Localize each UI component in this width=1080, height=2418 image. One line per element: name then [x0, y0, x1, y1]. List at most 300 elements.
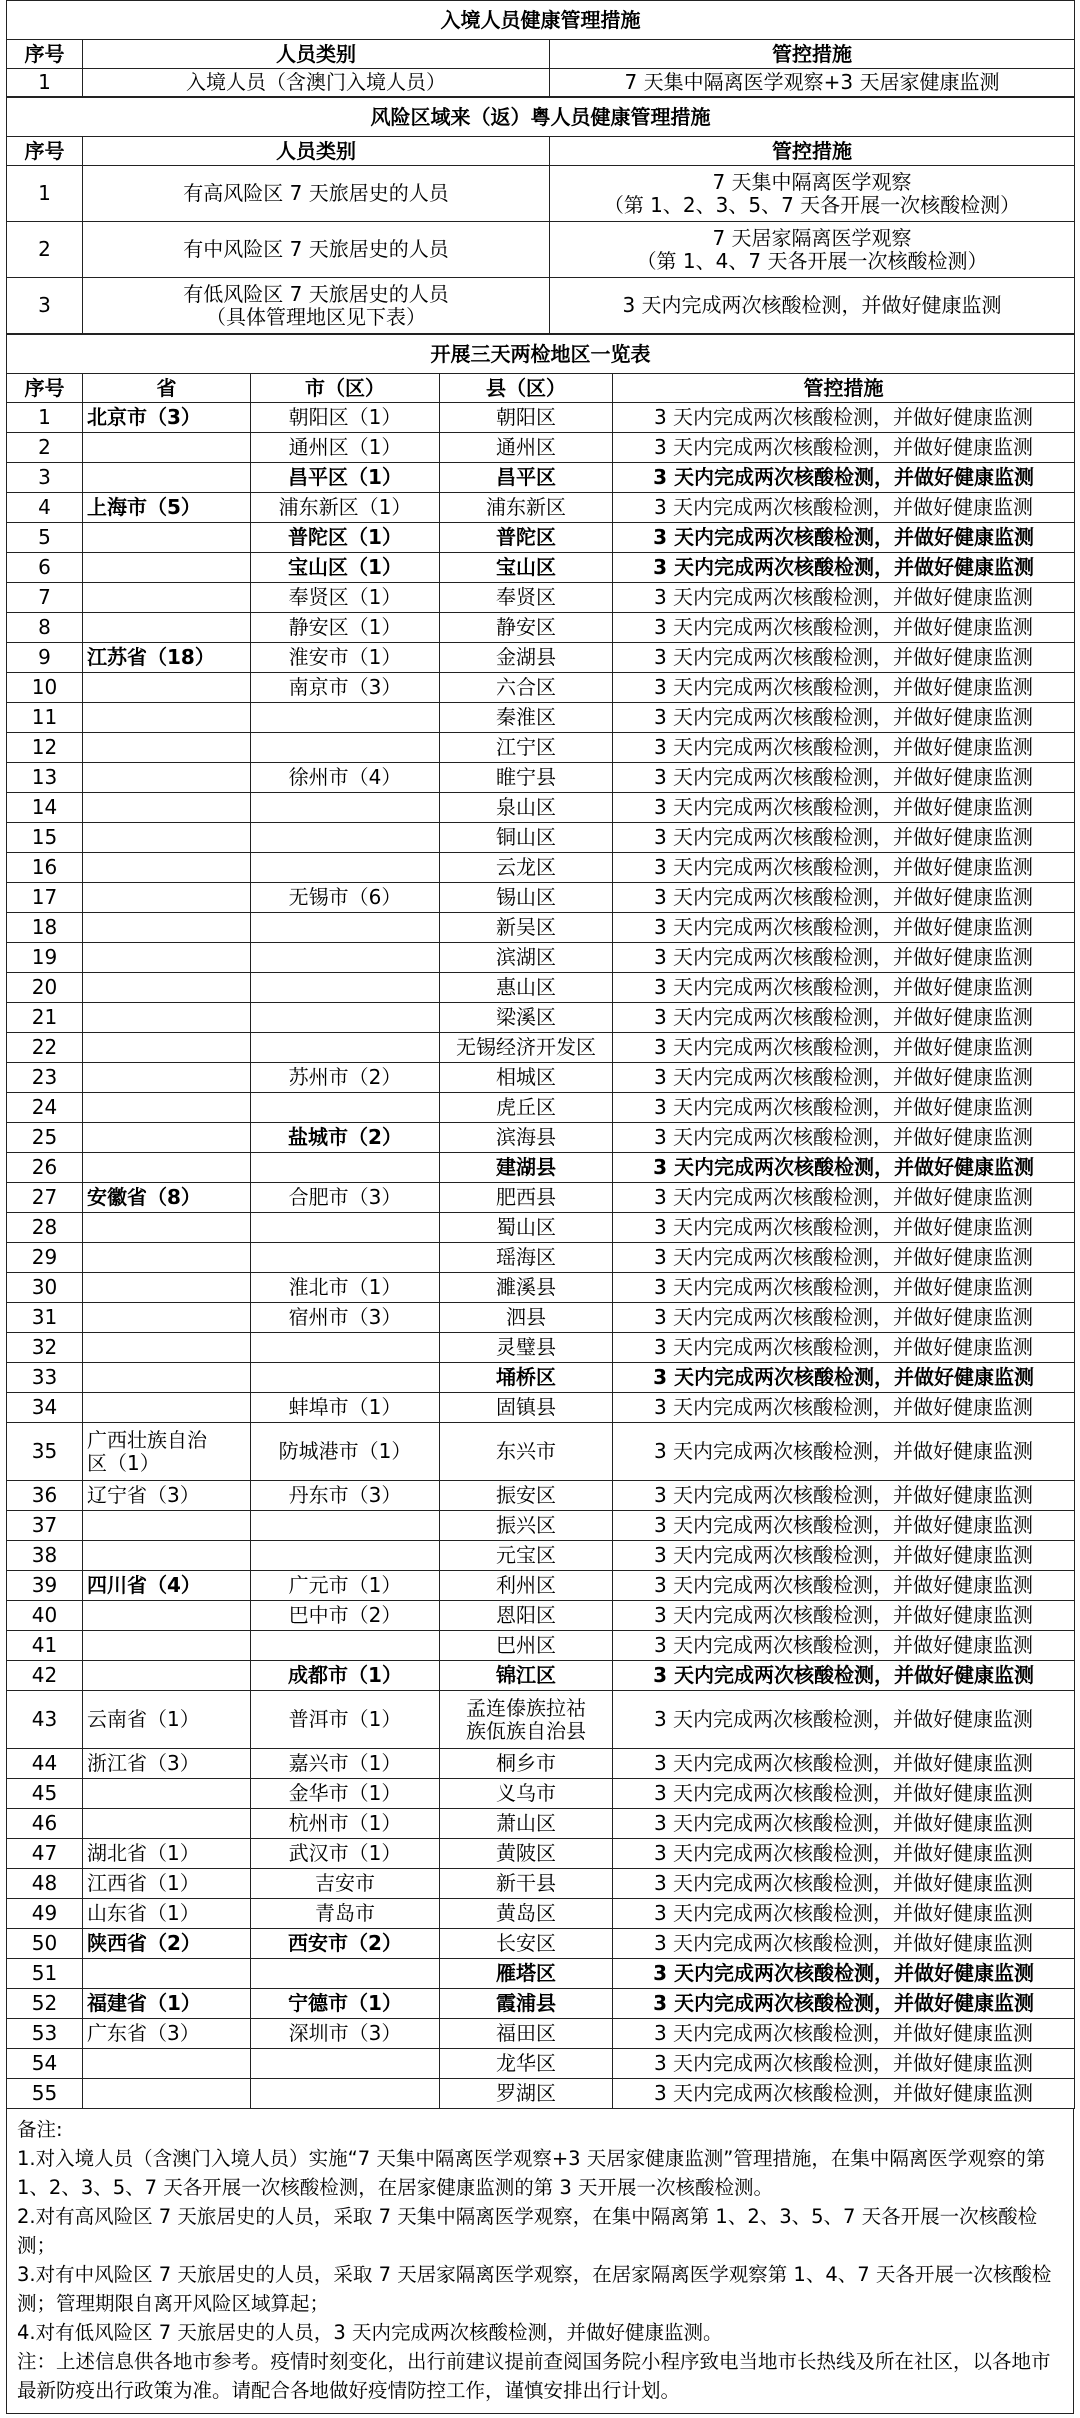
note-item: 3.对有中风险区 7 天旅居史的人员，采取 7 天居家隔离医学观察，在居家隔离医学观察第 1、4、7 天各开展一次核酸检测；管理期限自离开风险区域算起；	[17, 2263, 1052, 2315]
row-county: 萧山区	[440, 1809, 613, 1839]
row-measure: 3 天内完成两次核酸检测，并做好健康监测	[613, 1243, 1075, 1273]
row-no: 11	[7, 703, 83, 733]
row-city	[251, 973, 440, 1003]
row-province: 江西省（1）	[83, 1869, 251, 1899]
row-county: 长安区	[440, 1929, 613, 1959]
row-county: 虎丘区	[440, 1093, 613, 1123]
table-row	[7, 2049, 1075, 2079]
table-row	[7, 1989, 1075, 2019]
row-no: 9	[7, 643, 83, 673]
table-row	[7, 583, 1075, 613]
row-no: 42	[7, 1661, 83, 1691]
row-county: 浦东新区	[440, 493, 613, 523]
table-row	[7, 2079, 1075, 2109]
row-measure: 3 天内完成两次核酸检测，并做好健康监测	[613, 493, 1075, 523]
row-county: 锡山区	[440, 883, 613, 913]
row-no: 2	[7, 433, 83, 463]
row-no: 29	[7, 1243, 83, 1273]
row-measure: 3 天内完成两次核酸检测，并做好健康监测	[613, 1423, 1075, 1481]
row-measure: 3 天内完成两次核酸检测，并做好健康监测	[613, 1809, 1075, 1839]
note-item: 2.对有高风险区 7 天旅居史的人员，采取 7 天集中隔离医学观察，在集中隔离第 1、2、3、5、7 天各开展一次核酸检测；	[17, 2205, 1038, 2257]
row-no: 5	[7, 523, 83, 553]
row-measure: 3 天内完成两次核酸检测，并做好健康监测	[613, 1273, 1075, 1303]
row-no: 2	[7, 222, 83, 278]
row-category: 有高风险区 7 天旅居史的人员	[83, 166, 550, 222]
row-measure: 3 天内完成两次核酸检测，并做好健康监测	[613, 823, 1075, 853]
table-row	[7, 1183, 1075, 1213]
row-province	[83, 793, 251, 823]
row-measure: 3 天内完成两次核酸检测，并做好健康监测	[613, 673, 1075, 703]
row-measure: 3 天内完成两次核酸检测，并做好健康监测	[613, 1511, 1075, 1541]
row-county: 福田区	[440, 2019, 613, 2049]
row-measure: 3 天内完成两次核酸检测，并做好健康监测	[613, 1839, 1075, 1869]
row-measure: 3 天内完成两次核酸检测，并做好健康监测	[613, 703, 1075, 733]
row-county: 普陀区	[440, 523, 613, 553]
row-city: 吉安市	[251, 1869, 440, 1899]
row-province	[83, 613, 251, 643]
row-city	[251, 1153, 440, 1183]
row-county: 锦江区	[440, 1661, 613, 1691]
row-measure: 3 天内完成两次核酸检测，并做好健康监测	[613, 1303, 1075, 1333]
row-county: 通州区	[440, 433, 613, 463]
row-no: 43	[7, 1691, 83, 1749]
table-row	[7, 1303, 1075, 1333]
header-measure: 管控措施	[550, 137, 1075, 166]
table-row	[7, 973, 1075, 1003]
row-province: 江苏省（18）	[83, 643, 251, 673]
row-county: 蜀山区	[440, 1213, 613, 1243]
table-row	[7, 1033, 1075, 1063]
row-city	[251, 2049, 440, 2079]
row-measure: 7 天集中隔离医学观察 （第 1、2、3、5、7 天各开展一次核酸检测）	[550, 166, 1075, 222]
row-county: 瑶海区	[440, 1243, 613, 1273]
table-row	[7, 613, 1075, 643]
row-no: 3	[7, 278, 83, 334]
row-county: 六合区	[440, 673, 613, 703]
row-county: 昌平区	[440, 463, 613, 493]
row-province: 辽宁省（3）	[83, 1481, 251, 1511]
entry-measures-title: 入境人员健康管理措施	[7, 1, 1075, 40]
row-province	[83, 463, 251, 493]
row-no: 41	[7, 1631, 83, 1661]
row-city: 金华市（1）	[251, 1779, 440, 1809]
header-no: 序号	[7, 40, 83, 69]
row-city	[251, 1541, 440, 1571]
row-measure: 3 天内完成两次核酸检测，并做好健康监测	[613, 763, 1075, 793]
row-city: 杭州市（1）	[251, 1809, 440, 1839]
row-province	[83, 553, 251, 583]
row-measure: 3 天内完成两次核酸检测，并做好健康监测	[613, 553, 1075, 583]
row-province	[83, 1153, 251, 1183]
row-measure: 3 天内完成两次核酸检测，并做好健康监测	[613, 1779, 1075, 1809]
row-county: 桐乡市	[440, 1749, 613, 1779]
row-city: 昌平区（1）	[251, 463, 440, 493]
header-category: 人员类别	[83, 40, 550, 69]
table-row	[7, 1571, 1075, 1601]
table-row	[7, 1749, 1075, 1779]
row-county: 无锡经济开发区	[440, 1033, 613, 1063]
table-row	[7, 1003, 1075, 1033]
row-measure: 3 天内完成两次核酸检测，并做好健康监测	[613, 943, 1075, 973]
row-province	[83, 733, 251, 763]
row-no: 1	[7, 166, 83, 222]
header-category: 人员类别	[83, 137, 550, 166]
row-county: 睢宁县	[440, 763, 613, 793]
table-row	[7, 553, 1075, 583]
row-measure: 3 天内完成两次核酸检测，并做好健康监测	[613, 1631, 1075, 1661]
row-no: 52	[7, 1989, 83, 2019]
row-county: 巴州区	[440, 1631, 613, 1661]
header-county: 县（区）	[440, 374, 613, 403]
row-county: 霞浦县	[440, 1989, 613, 2019]
table-row	[7, 1273, 1075, 1303]
row-county: 振兴区	[440, 1511, 613, 1541]
row-city	[251, 1033, 440, 1063]
row-no: 47	[7, 1839, 83, 1869]
row-no: 50	[7, 1929, 83, 1959]
row-city: 深圳市（3）	[251, 2019, 440, 2049]
row-measure: 7 天居家隔离医学观察 （第 1、4、7 天各开展一次核酸检测）	[550, 222, 1075, 278]
table-row	[7, 1243, 1075, 1273]
row-province	[83, 913, 251, 943]
row-no: 27	[7, 1183, 83, 1213]
row-county: 濉溪县	[440, 1273, 613, 1303]
row-no: 19	[7, 943, 83, 973]
row-county: 铜山区	[440, 823, 613, 853]
row-city	[251, 1213, 440, 1243]
row-county: 埇桥区	[440, 1363, 613, 1393]
table-row	[7, 1869, 1075, 1899]
row-county: 肥西县	[440, 1183, 613, 1213]
row-no: 4	[7, 493, 83, 523]
row-province	[83, 943, 251, 973]
table-row	[7, 1213, 1075, 1243]
row-province	[83, 1243, 251, 1273]
row-no: 8	[7, 613, 83, 643]
row-measure: 3 天内完成两次核酸检测，并做好健康监测	[613, 1481, 1075, 1511]
row-no: 38	[7, 1541, 83, 1571]
row-province	[83, 1333, 251, 1363]
row-province: 安徽省（8）	[83, 1183, 251, 1213]
row-province	[83, 1303, 251, 1333]
table-row	[7, 1153, 1075, 1183]
row-city: 合肥市（3）	[251, 1183, 440, 1213]
row-measure: 3 天内完成两次核酸检测，并做好健康监测	[613, 1929, 1075, 1959]
row-no: 40	[7, 1601, 83, 1631]
row-measure: 3 天内完成两次核酸检测，并做好健康监测	[613, 523, 1075, 553]
row-city: 青岛市	[251, 1899, 440, 1929]
table-row	[7, 733, 1075, 763]
table-row	[7, 823, 1075, 853]
row-city: 普洱市（1）	[251, 1691, 440, 1749]
table-row	[7, 1063, 1075, 1093]
row-measure: 3 天内完成两次核酸检测，并做好健康监测	[613, 793, 1075, 823]
row-county: 朝阳区	[440, 403, 613, 433]
row-county: 恩阳区	[440, 1601, 613, 1631]
row-county: 泗县	[440, 1303, 613, 1333]
row-no: 55	[7, 2079, 83, 2109]
row-city	[251, 793, 440, 823]
row-province	[83, 1511, 251, 1541]
row-county: 元宝区	[440, 1541, 613, 1571]
row-measure: 3 天内完成两次核酸检测，并做好健康监测	[613, 1393, 1075, 1423]
row-no: 39	[7, 1571, 83, 1601]
row-province	[83, 973, 251, 1003]
row-province	[83, 1363, 251, 1393]
header-measure: 管控措施	[550, 40, 1075, 69]
row-measure: 3 天内完成两次核酸检测，并做好健康监测	[613, 1333, 1075, 1363]
table-row	[7, 1959, 1075, 1989]
row-city: 武汉市（1）	[251, 1839, 440, 1869]
table-row	[7, 883, 1075, 913]
table-row	[7, 943, 1075, 973]
row-city: 浦东新区（1）	[251, 493, 440, 523]
row-province: 上海市（5）	[83, 493, 251, 523]
row-province	[83, 673, 251, 703]
row-measure: 3 天内完成两次核酸检测，并做好健康监测	[613, 733, 1075, 763]
table-row	[7, 913, 1075, 943]
row-measure: 3 天内完成两次核酸检测，并做好健康监测	[613, 1003, 1075, 1033]
risk-area-measures-table	[6, 97, 1075, 334]
row-measure: 3 天内完成两次核酸检测，并做好健康监测	[613, 613, 1075, 643]
row-no: 13	[7, 763, 83, 793]
row-city	[251, 703, 440, 733]
row-measure: 3 天内完成两次核酸检测，并做好健康监测	[613, 583, 1075, 613]
row-city: 蚌埠市（1）	[251, 1393, 440, 1423]
row-city	[251, 1333, 440, 1363]
row-measure: 3 天内完成两次核酸检测，并做好健康监测	[613, 1363, 1075, 1393]
row-province	[83, 1003, 251, 1033]
row-province	[83, 823, 251, 853]
row-city: 嘉兴市（1）	[251, 1749, 440, 1779]
row-city: 丹东市（3）	[251, 1481, 440, 1511]
row-no: 36	[7, 1481, 83, 1511]
row-measure: 3 天内完成两次核酸检测，并做好健康监测	[613, 1749, 1075, 1779]
row-county: 义乌市	[440, 1779, 613, 1809]
row-county: 建湖县	[440, 1153, 613, 1183]
row-city: 宝山区（1）	[251, 553, 440, 583]
row-city	[251, 823, 440, 853]
row-city	[251, 1003, 440, 1033]
row-county: 黄岛区	[440, 1899, 613, 1929]
row-city: 朝阳区（1）	[251, 403, 440, 433]
row-county: 滨湖区	[440, 943, 613, 973]
row-measure: 3 天内完成两次核酸检测，并做好健康监测	[613, 643, 1075, 673]
row-no: 35	[7, 1423, 83, 1481]
row-no: 22	[7, 1033, 83, 1063]
row-province	[83, 1063, 251, 1093]
row-city: 无锡市（6）	[251, 883, 440, 913]
region-list-table	[6, 334, 1075, 2109]
row-measure: 3 天内完成两次核酸检测，并做好健康监测	[613, 2049, 1075, 2079]
row-city	[251, 1511, 440, 1541]
table-row	[7, 1423, 1075, 1481]
row-province	[83, 1661, 251, 1691]
row-county: 金湖县	[440, 643, 613, 673]
row-no: 18	[7, 913, 83, 943]
row-province	[83, 1093, 251, 1123]
row-county: 新干县	[440, 1869, 613, 1899]
table-row	[7, 1839, 1075, 1869]
row-no: 48	[7, 1869, 83, 1899]
row-province	[83, 583, 251, 613]
row-county: 振安区	[440, 1481, 613, 1511]
row-county: 灵璧县	[440, 1333, 613, 1363]
row-no: 16	[7, 853, 83, 883]
row-province	[83, 1273, 251, 1303]
row-no: 1	[7, 69, 83, 97]
table-row	[7, 493, 1075, 523]
header-no: 序号	[7, 137, 83, 166]
row-category: 有低风险区 7 天旅居史的人员 （具体管理地区见下表）	[83, 278, 550, 334]
row-county: 梁溪区	[440, 1003, 613, 1033]
row-no: 53	[7, 2019, 83, 2049]
table-row	[7, 1809, 1075, 1839]
table-row	[7, 1333, 1075, 1363]
row-measure: 3 天内完成两次核酸检测，并做好健康监测	[613, 1989, 1075, 2019]
row-county: 孟连傣族拉祜 族佤族自治县	[440, 1691, 613, 1749]
row-province: 广西壮族自治 区（1）	[83, 1423, 251, 1481]
row-measure: 3 天内完成两次核酸检测，并做好健康监测	[613, 433, 1075, 463]
row-no: 15	[7, 823, 83, 853]
row-city	[251, 913, 440, 943]
table-row	[7, 1779, 1075, 1809]
table-row	[7, 1481, 1075, 1511]
row-city	[251, 1631, 440, 1661]
row-no: 23	[7, 1063, 83, 1093]
row-measure: 3 天内完成两次核酸检测，并做好健康监测	[613, 1899, 1075, 1929]
row-province: 陕西省（2）	[83, 1929, 251, 1959]
row-measure: 3 天内完成两次核酸检测，并做好健康监测	[613, 1541, 1075, 1571]
row-province	[83, 1959, 251, 1989]
row-measure: 3 天内完成两次核酸检测，并做好健康监测	[613, 1123, 1075, 1153]
row-city: 苏州市（2）	[251, 1063, 440, 1093]
row-province	[83, 2079, 251, 2109]
row-city: 防城港市（1）	[251, 1423, 440, 1481]
row-province	[83, 1033, 251, 1063]
row-county: 奉贤区	[440, 583, 613, 613]
row-city: 宿州市（3）	[251, 1303, 440, 1333]
row-measure: 3 天内完成两次核酸检测，并做好健康监测	[613, 883, 1075, 913]
row-no: 21	[7, 1003, 83, 1033]
row-province	[83, 1213, 251, 1243]
row-city: 淮安市（1）	[251, 643, 440, 673]
row-city	[251, 943, 440, 973]
row-measure: 3 天内完成两次核酸检测，并做好健康监测	[613, 853, 1075, 883]
row-city	[251, 733, 440, 763]
row-no: 10	[7, 673, 83, 703]
notes-heading: 备注:	[17, 2118, 63, 2141]
row-city: 淮北市（1）	[251, 1273, 440, 1303]
notes-section	[6, 2109, 1074, 2414]
row-province: 云南省（1）	[83, 1691, 251, 1749]
row-measure: 3 天内完成两次核酸检测，并做好健康监测	[613, 1153, 1075, 1183]
row-county: 滨海县	[440, 1123, 613, 1153]
row-category: 有中风险区 7 天旅居史的人员	[83, 222, 550, 278]
entry-measures-table	[6, 0, 1075, 97]
row-province	[83, 1779, 251, 1809]
row-measure: 3 天内完成两次核酸检测，并做好健康监测	[550, 278, 1075, 334]
row-city	[251, 2079, 440, 2109]
table-row	[7, 463, 1075, 493]
row-measure: 3 天内完成两次核酸检测，并做好健康监测	[613, 1571, 1075, 1601]
row-measure: 3 天内完成两次核酸检测，并做好健康监测	[613, 463, 1075, 493]
row-province: 福建省（1）	[83, 1989, 251, 2019]
row-measure: 3 天内完成两次核酸检测，并做好健康监测	[613, 1869, 1075, 1899]
row-no: 20	[7, 973, 83, 1003]
row-no: 30	[7, 1273, 83, 1303]
header-measure: 管控措施	[613, 374, 1075, 403]
table-row	[7, 1661, 1075, 1691]
row-city: 通州区（1）	[251, 433, 440, 463]
row-county: 相城区	[440, 1063, 613, 1093]
row-province: 北京市（3）	[83, 403, 251, 433]
row-no: 32	[7, 1333, 83, 1363]
row-city	[251, 1363, 440, 1393]
table-row	[7, 1511, 1075, 1541]
row-city	[251, 1243, 440, 1273]
region-list-title: 开展三天两检地区一览表	[7, 335, 1075, 374]
row-no: 44	[7, 1749, 83, 1779]
row-province	[83, 763, 251, 793]
row-province	[83, 1601, 251, 1631]
row-city: 徐州市（4）	[251, 763, 440, 793]
row-city: 西安市（2）	[251, 1929, 440, 1959]
row-no: 6	[7, 553, 83, 583]
row-province	[83, 883, 251, 913]
row-measure: 3 天内完成两次核酸检测，并做好健康监测	[613, 1601, 1075, 1631]
table-row	[7, 1541, 1075, 1571]
row-measure: 7 天集中隔离医学观察+3 天居家健康监测	[550, 69, 1075, 97]
row-no: 34	[7, 1393, 83, 1423]
row-measure: 3 天内完成两次核酸检测，并做好健康监测	[613, 1691, 1075, 1749]
row-city: 普陀区（1）	[251, 523, 440, 553]
table-row	[7, 433, 1075, 463]
row-no: 25	[7, 1123, 83, 1153]
row-county: 秦淮区	[440, 703, 613, 733]
row-measure: 3 天内完成两次核酸检测，并做好健康监测	[613, 1183, 1075, 1213]
row-city: 静安区（1）	[251, 613, 440, 643]
row-province	[83, 2049, 251, 2079]
table-row	[7, 1631, 1075, 1661]
row-province: 广东省（3）	[83, 2019, 251, 2049]
table-row	[7, 1363, 1075, 1393]
row-province	[83, 703, 251, 733]
table-row	[7, 2019, 1075, 2049]
table-row	[7, 403, 1075, 433]
table-row	[7, 1393, 1075, 1423]
row-province: 山东省（1）	[83, 1899, 251, 1929]
row-county: 宝山区	[440, 553, 613, 583]
note-item: 注：上述信息供各地市参考。疫情时刻变化，出行前建议提前查阅国务院小程序致电当地市长热线及所在社区，以各地市最新防疫出行政策为准。请配合各地做好疫情防控工作，谨慎安排出行计划。	[17, 2350, 1051, 2402]
row-province	[83, 853, 251, 883]
row-no: 51	[7, 1959, 83, 1989]
row-province	[83, 523, 251, 553]
note-item: 1.对入境人员（含澳门入境人员）实施“7 天集中隔离医学观察+3 天居家健康监测”管理措施，在集中隔离医学观察的第 1、2、3、5、7 天各开展一次核酸检测，在居家健康监测的第 3 天开展一次核酸检测。	[17, 2147, 1046, 2199]
row-county: 江宁区	[440, 733, 613, 763]
risk-area-measures-title: 风险区域来（返）粤人员健康管理措施	[7, 98, 1075, 137]
table-row	[7, 1093, 1075, 1123]
row-county: 罗湖区	[440, 2079, 613, 2109]
row-county: 东兴市	[440, 1423, 613, 1481]
row-city: 盐城市（2）	[251, 1123, 440, 1153]
row-county: 雁塔区	[440, 1959, 613, 1989]
row-no: 49	[7, 1899, 83, 1929]
table-row	[7, 673, 1075, 703]
row-county: 静安区	[440, 613, 613, 643]
row-no: 14	[7, 793, 83, 823]
table-row	[7, 1601, 1075, 1631]
